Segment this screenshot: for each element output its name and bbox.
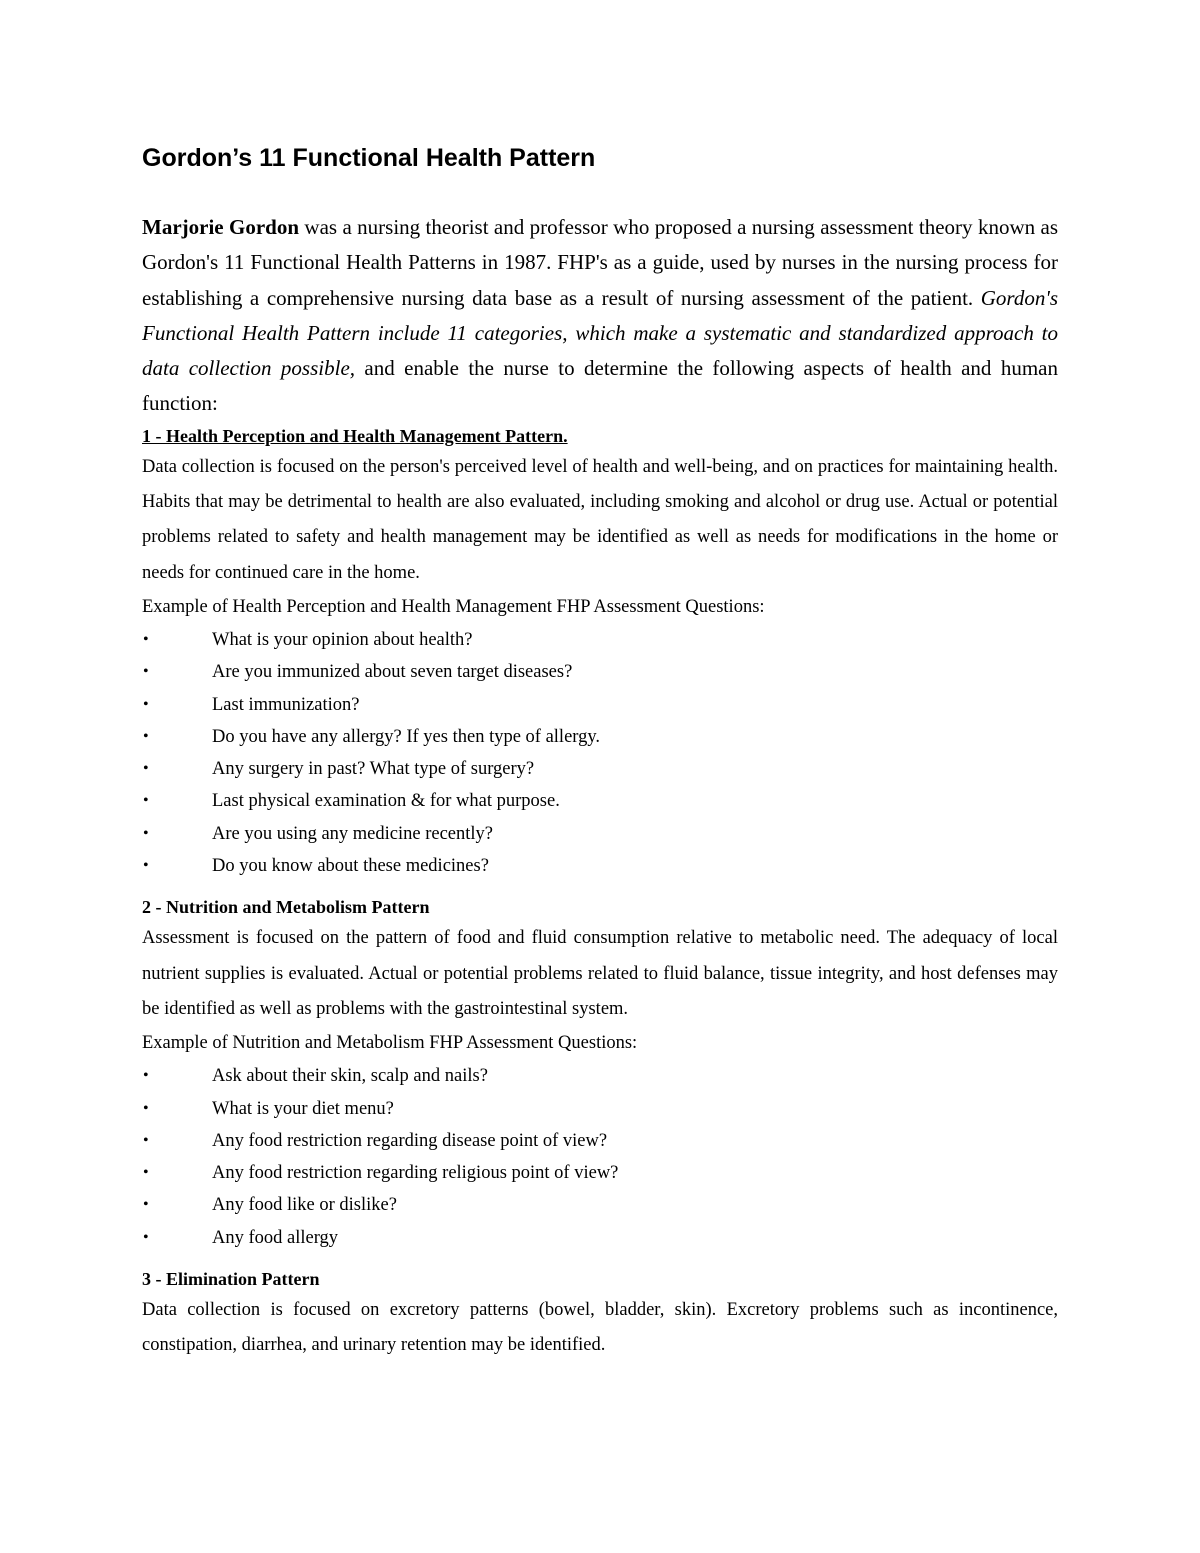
list-item xyxy=(142,818,1058,850)
question-text: Ask about their skin, scalp and nails? xyxy=(212,1066,488,1087)
list-item xyxy=(142,1125,1058,1157)
bullet-icon: • xyxy=(143,760,149,778)
bullet-icon: • xyxy=(143,1228,149,1246)
bullet-icon: • xyxy=(143,1131,149,1149)
document-page xyxy=(142,140,1058,1364)
bullet-icon: • xyxy=(143,630,149,648)
bullet-icon: • xyxy=(143,857,149,875)
question-text: Any food allergy xyxy=(212,1227,339,1248)
list-item xyxy=(142,624,1058,656)
bullet-icon: • xyxy=(143,824,149,842)
question-text: What is your diet menu? xyxy=(212,1098,394,1119)
bullet-icon: • xyxy=(143,1196,149,1214)
intro-text-1: was a nursing theorist and professor who proposed a nursing assessment theory known as Gordon's 11 Functional Health Patterns in 1987. FHP's as a guide, used by nurses in the nursing process for establishing a comprehensive nursing data base as a result of nursing assessment of the patient. xyxy=(142,215,1058,310)
question-text: Do you have any allergy? If yes then type of allergy. xyxy=(212,726,601,747)
bullet-icon: • xyxy=(143,727,149,745)
list-item xyxy=(142,753,1058,785)
list-item xyxy=(142,850,1058,882)
question-text: Any food restriction regarding religious point of view? xyxy=(212,1163,619,1184)
section-nutrition-metabolism xyxy=(142,893,1058,1254)
list-item xyxy=(142,656,1058,688)
list-item xyxy=(142,689,1058,721)
question-text: Are you immunized about seven target diseases? xyxy=(212,662,573,683)
intro-emphasis: Gordon's Functional Health Pattern include 11 categories, which make a systematic and standardized approach to data collection possible, xyxy=(142,285,1058,381)
question-text: Last immunization? xyxy=(212,694,360,715)
list-item xyxy=(142,721,1058,753)
section-body: Data collection is focused on the person's perceived level of health and well-being, and on practices for maintaining health. Habits that may be detrimental to health are also evaluated, including smoking and alcohol or drug use. Actual or potential problems related to safety and health management may be identified as well as needs for modifications in the home or needs for continued care in the home. xyxy=(142,456,1058,583)
intro-paragraph xyxy=(142,210,1058,422)
bullet-icon: • xyxy=(143,792,149,810)
section-elimination xyxy=(142,1265,1058,1364)
question-text: Any food restriction regarding disease point of view? xyxy=(212,1130,608,1151)
example-intro: Example of Health Perception and Health Management FHP Assessment Questions: xyxy=(142,596,765,617)
list-item xyxy=(142,1060,1058,1092)
question-text: Any surgery in past? What type of surgery? xyxy=(212,759,535,780)
question-text: Last physical examination & for what purpose. xyxy=(212,791,560,812)
example-intro: Example of Nutrition and Metabolism FHP Assessment Questions: xyxy=(142,1033,638,1054)
section-heading: 3 - Elimination Pattern xyxy=(142,1269,320,1290)
section-health-perception xyxy=(142,422,1058,883)
list-item xyxy=(142,1093,1058,1125)
section-heading: 2 - Nutrition and Metabolism Pattern xyxy=(142,897,430,918)
bullet-icon: • xyxy=(143,663,149,681)
list-item xyxy=(142,785,1058,817)
question-list xyxy=(142,624,1058,882)
intro-text-2: and enable the nurse to determine the following aspects of health and human function: xyxy=(142,356,1058,416)
bullet-icon: • xyxy=(143,1164,149,1182)
section-body: Data collection is focused on excretory patterns (bowel, bladder, skin). Excretory problems such as incontinence, constipation, diarrhea, and urinary retention may be identified. xyxy=(142,1300,1058,1356)
list-item xyxy=(142,1157,1058,1189)
bullet-icon: • xyxy=(143,1067,149,1085)
list-item xyxy=(142,1222,1058,1254)
question-text: What is your opinion about health? xyxy=(212,629,473,650)
question-text: Any food like or dislike? xyxy=(212,1195,397,1216)
question-text: Do you know about these medicines? xyxy=(212,856,489,877)
list-item xyxy=(142,1189,1058,1221)
bullet-icon: • xyxy=(143,1099,149,1117)
author-name: Marjorie Gordon xyxy=(142,215,300,239)
question-list xyxy=(142,1060,1058,1254)
question-text: Are you using any medicine recently? xyxy=(212,823,493,844)
document-title: Gordon’s 11 Functional Health Pattern xyxy=(142,144,596,172)
bullet-icon: • xyxy=(143,695,149,713)
section-body: Assessment is focused on the pattern of food and fluid consumption relative to metabolic need. The adequacy of local nutrient supplies is evaluated. Actual or potential problems related to fluid balance, tissue integrity, and host defenses may be identified as well as problems with the gastrointestinal system. xyxy=(142,928,1058,1019)
section-heading: 1 - Health Perception and Health Management Pattern. xyxy=(142,425,568,446)
